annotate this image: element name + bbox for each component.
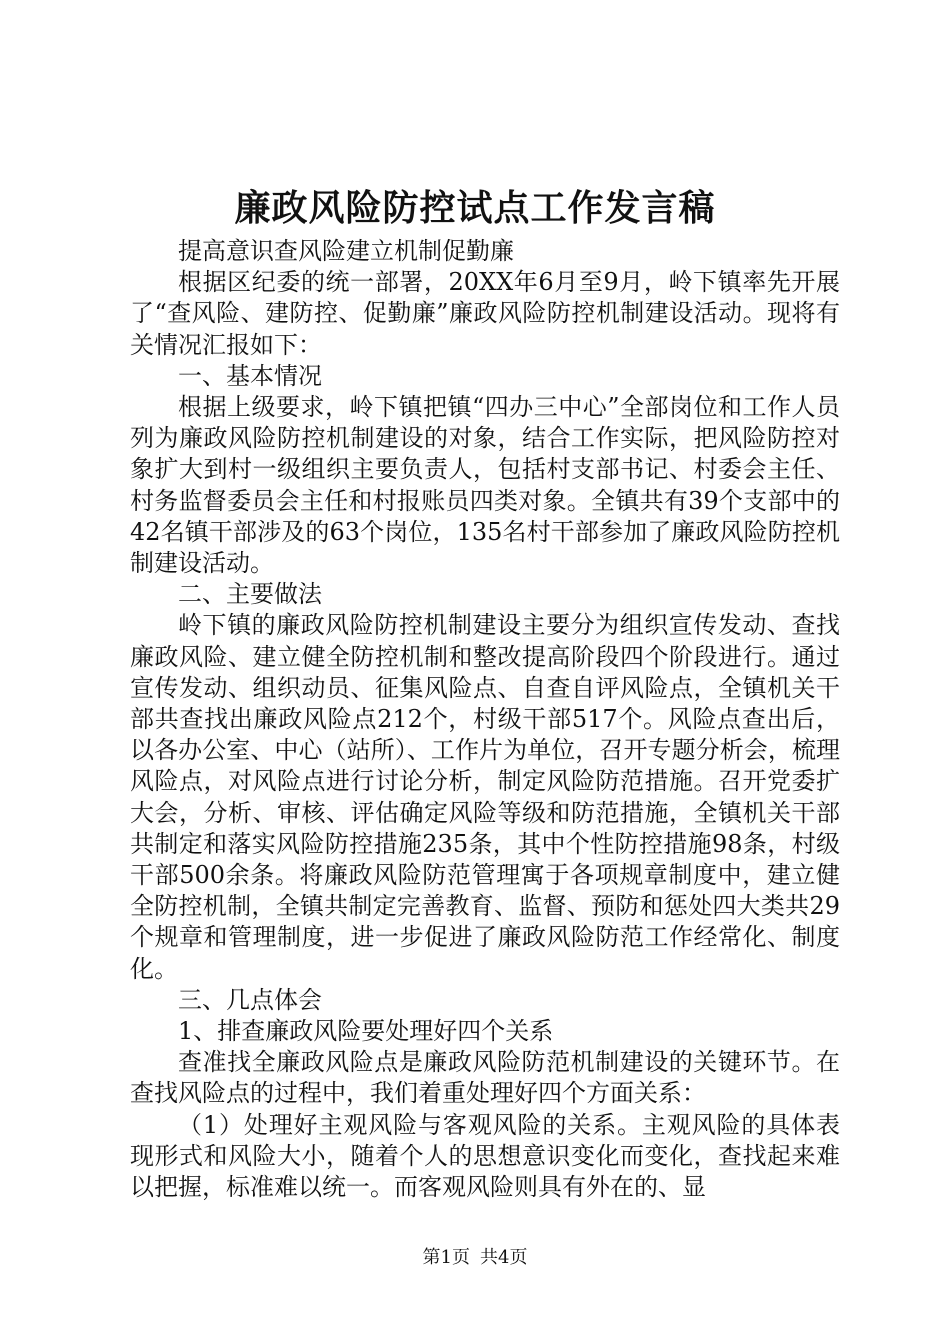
document-title: 廉政风险防控试点工作发言稿 — [234, 187, 716, 229]
section-heading-methods: 二、主要做法 — [178, 580, 322, 609]
body-paragraph-basic: 根据上级要求，岭下镇把镇“四办三中心”全部岗位和工作人员列为廉政风险防控机制建设的对象，结合工作实际，把风险防控对象扩大到村一级组织主要负责人，包括村支部书记、村委会主任、村务监督委员会主任和村报账员四类对象。全镇共有39个支部中的42名镇干部涉及的63个岗位，135名村干部参加了廉政风险防控机制建设活动。 — [130, 393, 840, 578]
subtitle-paragraph: 提高意识查风险建立机制促勤廉 — [178, 237, 514, 265]
section-heading-experience: 三、几点体会 — [178, 985, 322, 1014]
page-number: 第1页 — [422, 1247, 470, 1268]
section-heading-basic: 一、基本情况 — [178, 361, 322, 390]
page-total: 共4页 — [480, 1247, 528, 1268]
subheading-four-relations: 1、排查廉政风险要处理好四个关系 — [178, 1017, 554, 1046]
intro-paragraph: 根据区纪委的统一部署，20XX年6月至9月，岭下镇率先开展了“查风险、建防控、促勤廉”廉政风险防控机制建设活动。现将有关情况汇报如下： — [130, 268, 840, 359]
page-footer — [0, 1246, 950, 1270]
body-paragraph-relation-1: （1）处理好主观风险与客观风险的关系。主观风险的具体表现形式和风险大小，随着个人的思想意识变化而变化，查找起来难以把握，标准难以统一。而客观风险则具有外在的、显 — [130, 1110, 840, 1202]
document-body — [130, 236, 840, 1203]
body-paragraph-methods: 岭下镇的廉政风险防控机制建设主要分为组织宣传发动、查找廉政风险、建立健全防控机制和整改提高阶段四个阶段进行。通过宣传发动、组织动员、征集风险点、自查自评风险点，全镇机关干部共查找出廉政风险点212个，村级干部517个。风险点查出后，以各办公室、中心（站所）、工作片为单位，召开专题分析会，梳理风险点，对风险点进行讨论分析，制定风险防范措施。召开党委扩大会，分析、审核、评估确定风险等级和防范措施，全镇机关干部共制定和落实风险防控措施235条，其中个性防控措施98条，村级干部500余条。将廉政风险防范管理寓于各项规章制度中，建立健全防控机制，全镇共制定完善教育、监督、预防和惩处四大类共29个规章和管理制度，进一步促进了廉政风险防范工作经常化、制度化。 — [130, 611, 840, 983]
body-paragraph-relations: 查准找全廉政风险点是廉政风险防范机制建设的关键环节。在查找风险点的过程中，我们着重处理好四个方面关系： — [130, 1048, 840, 1108]
